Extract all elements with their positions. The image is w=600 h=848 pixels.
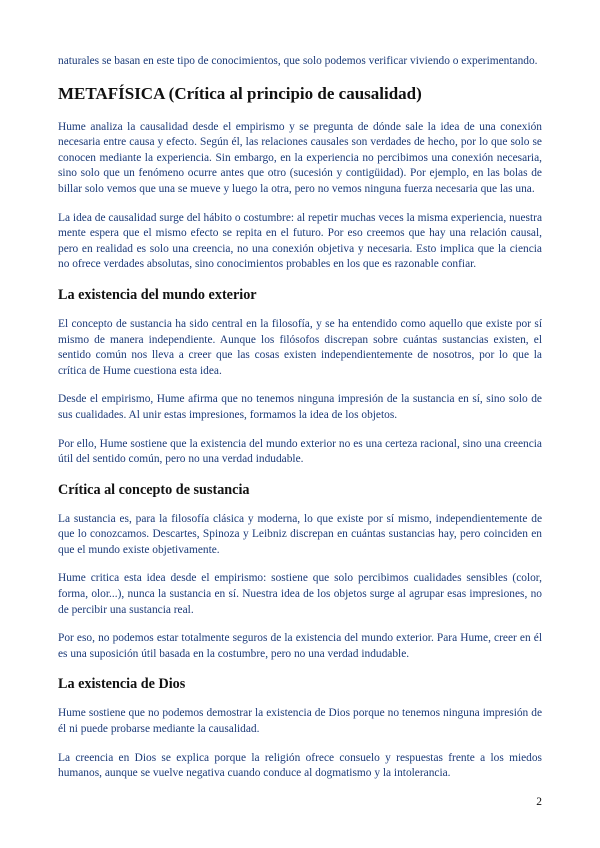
paragraph: Hume sostiene que no podemos demostrar la existencia de Dios porque no tenemos ninguna impresión de él ni puede probarse mediante la causalidad. (58, 707, 542, 736)
section-heading-dios: La existencia de Dios (58, 676, 186, 693)
section-heading-metafisica: METAFÍSICA (Crítica al principio de causalidad) (58, 83, 422, 103)
section-heading-mundo-exterior: La existencia del mundo exterior (58, 286, 257, 303)
paragraph: Hume analiza la causalidad desde el empirismo y se pregunta de dónde sale la idea de una conexión necesaria entre causa y efecto. Según él, las relaciones causales son verdades de hecho, por lo que solo se conocen mediante la experiencia. Sin embargo, en la experiencia no percibimos una conexión necesaria, sino solo que un fenómeno ocurre antes que otro (sucesión y contigüidad). Por ejemplo, en las bolas de billar solo vemos que una se mueve y luego la otra, pero no vemos ninguna fuerza necesaria que las una. (58, 120, 542, 195)
paragraph: El concepto de sustancia ha sido central en la filosofía, y se ha entendido como aquello que existe por sí mismo de manera independiente. Aunque los filósofos discrepan sobre cuántas sustancias existen, el sentido común nos lleva a creer que las cosas existen independientemente de nosotros, por lo que la crítica de Hume cuestiona esta idea. (58, 317, 542, 377)
paragraph: La sustancia es, para la filosofía clásica y moderna, lo que existe por sí mismo, independientemente de que lo conozcamos. Descartes, Spinoza y Leibniz discrepan en cuántas sustancias hay, pero coinciden en que el mundo existe objetivamente. (58, 512, 542, 556)
section-heading-sustancia: Crítica al concepto de sustancia (58, 481, 250, 498)
page-content (58, 54, 542, 795)
paragraph: Desde el empirismo, Hume afirma que no tenemos ninguna impresión de la sustancia en sí, sino solo de sus cualidades. Al unir estas impresiones, formamos la idea de los objetos. (58, 393, 542, 421)
paragraph: Hume critica esta idea desde el empirismo: sostiene que solo percibimos cualidades sensibles (color, forma, olor...), nunca la sustancia en sí. Nuestra idea de los objetos surge al agrupar esas impresiones, no de percibir una sustancia real. (58, 572, 542, 616)
paragraph: La idea de causalidad surge del hábito o costumbre: al repetir muchas veces la misma experiencia, nuestra mente espera que el mismo efecto se repita en el futuro. Por eso creemos que hay una relación causal, pero en realidad es solo una creencia, no una conexión objetiva y necesaria. Esto implica que la ciencia no ofrece verdades absolutas, sino conocimientos probables en los que es razonable confiar. (58, 211, 542, 271)
paragraph: La creencia en Dios se explica porque la religión ofrece consuelo y respuestas frente a los miedos humanos, aunque se vuelve negativa cuando conduce al dogmatismo y la intolerancia. (58, 751, 542, 780)
intro-paragraph: naturales se basan en este tipo de conocimientos, que solo podemos verificar viviendo o experimentando. (58, 55, 538, 67)
page-number: 2 (536, 796, 542, 808)
paragraph: Por ello, Hume sostiene que la existencia del mundo exterior no es una certeza racional, sino una creencia útil del sentido común, pero no una verdad indudable. (58, 437, 542, 466)
paragraph: Por eso, no podemos estar totalmente seguros de la existencia del mundo exterior. Para Hume, creer en él es una suposición útil basada en la costumbre, pero no una verdad indudable. (58, 632, 542, 660)
